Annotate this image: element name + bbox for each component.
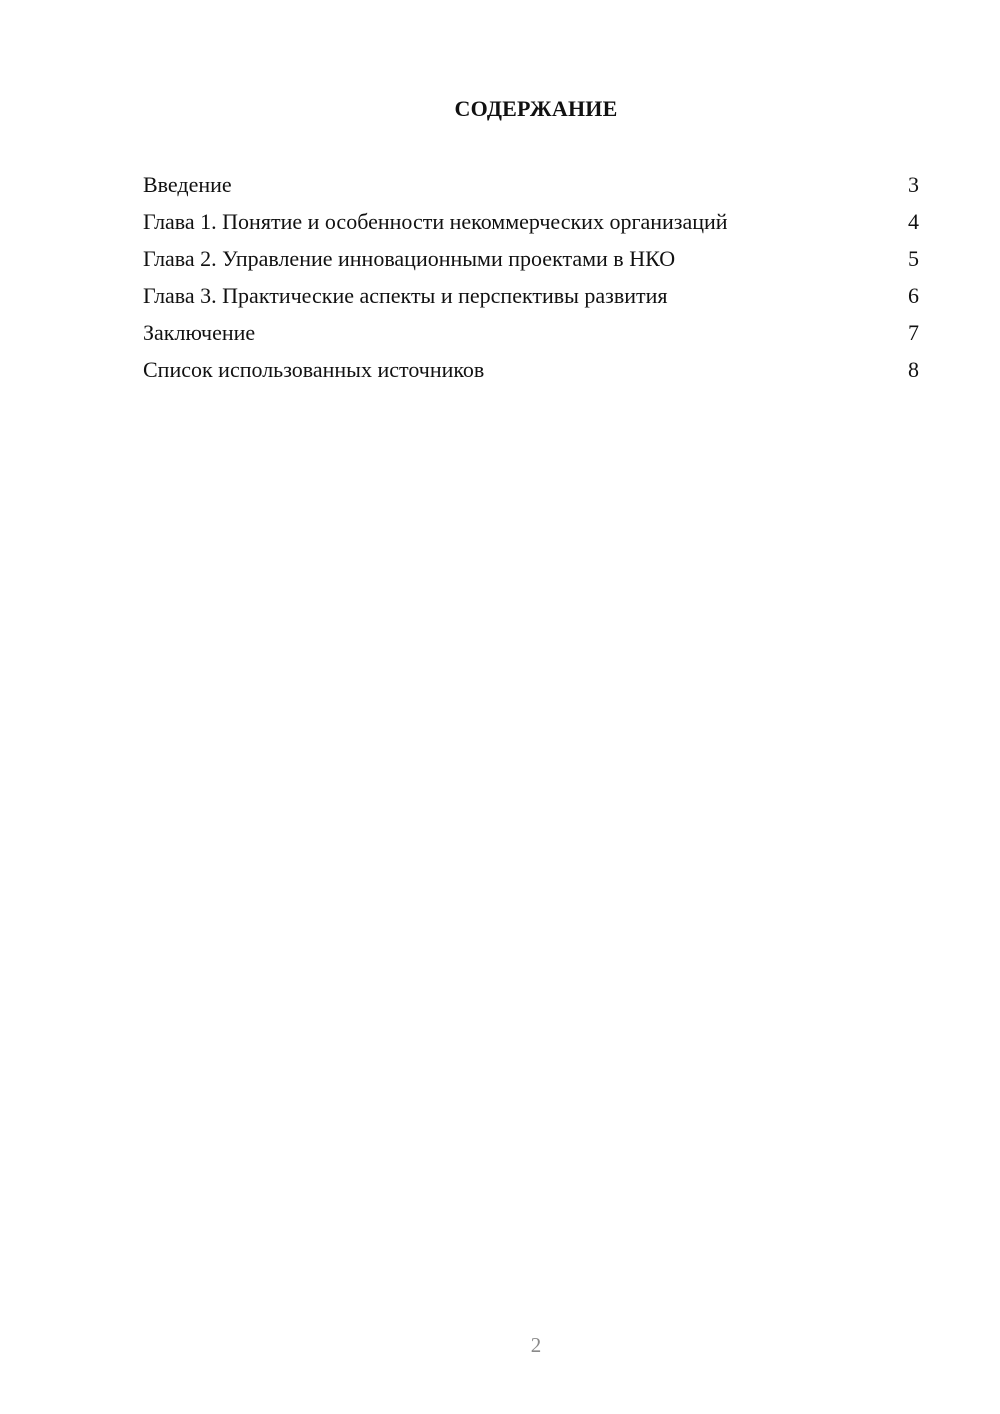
toc-entry-page: 7 [908, 320, 919, 345]
toc-entry-references[interactable] [143, 351, 919, 388]
table-of-contents [143, 166, 919, 388]
toc-entry-title: Глава 1. Понятие и особенности некоммерческих организаций [143, 209, 728, 234]
toc-entry-introduction[interactable] [143, 166, 919, 203]
page-number: 2 [530, 1333, 542, 1357]
toc-entry-page: 8 [908, 357, 919, 382]
toc-entry-title: Введение [143, 172, 232, 197]
toc-entry-chapter-1[interactable] [143, 203, 919, 240]
toc-heading: СОДЕРЖАНИЕ [454, 96, 618, 121]
toc-entry-title: Заключение [143, 320, 256, 345]
toc-entry-chapter-2[interactable] [143, 240, 919, 277]
toc-entry-page: 4 [908, 209, 919, 234]
toc-entry-title: Глава 2. Управление инновационными проектами в НКО [143, 246, 676, 271]
toc-entry-title: Список использованных источников [143, 357, 485, 382]
toc-entry-page: 5 [908, 246, 919, 271]
toc-entry-chapter-3[interactable] [143, 277, 919, 314]
toc-entry-page: 3 [908, 172, 919, 197]
toc-entry-page: 6 [908, 283, 919, 308]
toc-entry-conclusion[interactable] [143, 314, 919, 351]
toc-entry-title: Глава 3. Практические аспекты и перспективы развития [143, 283, 668, 308]
